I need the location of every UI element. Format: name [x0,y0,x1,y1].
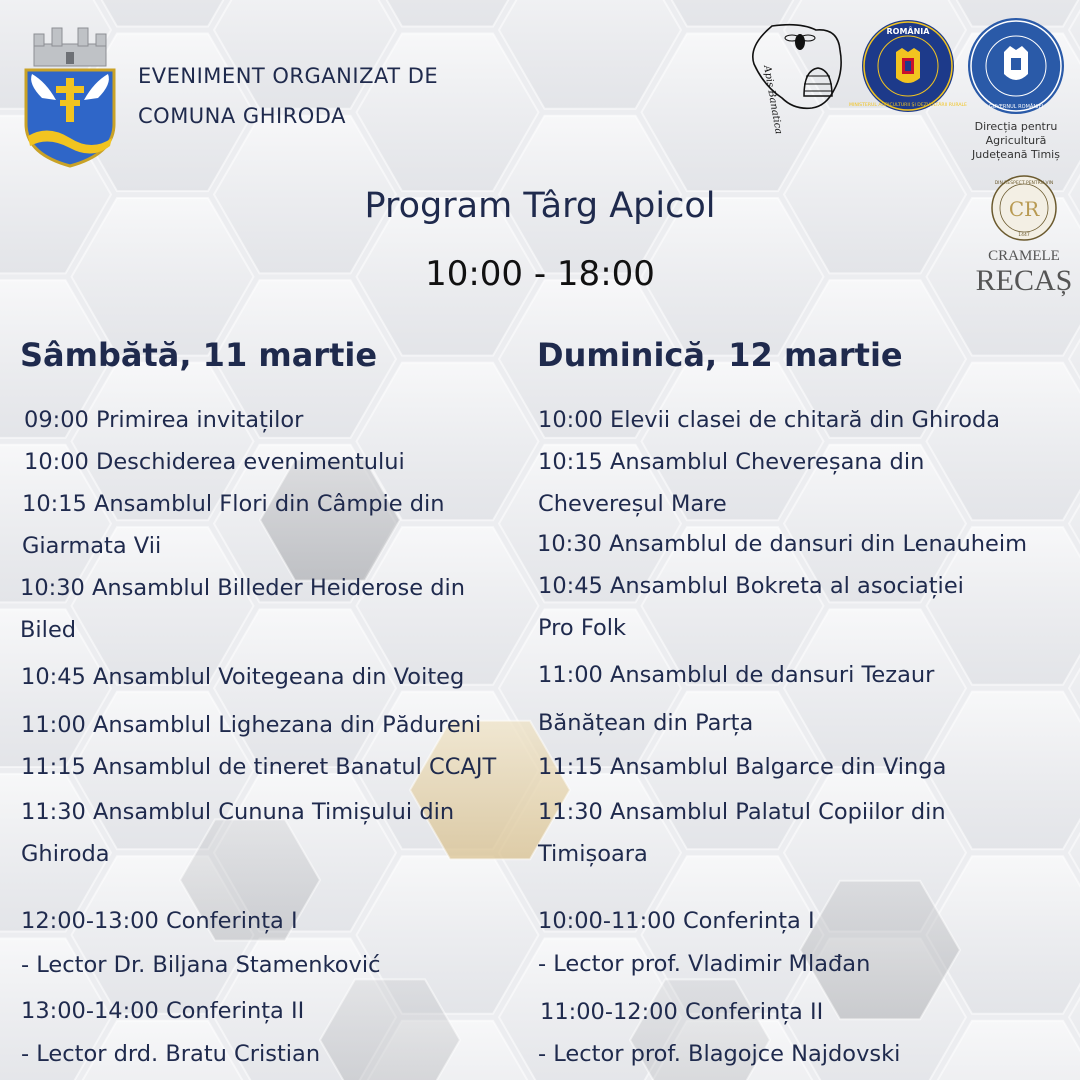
cramele-line-2: RECAȘ [975,264,1073,297]
ministry-agriculture-logo-icon [849,18,967,114]
saturday-heading: Sâmbătă, 11 martie [20,336,378,374]
apis-banatica-logo-icon [742,20,850,136]
sunday-item: 10:00 Elevii clasei de chitară din Ghiroda [538,407,1001,433]
hexagon-shape [357,34,539,192]
saturday-item: Giarmata Vii [22,533,162,559]
sunday-item: 11:00 Ansamblul de dansuri Tezaur [538,662,935,688]
program-hours: 10:00 - 18:00 [425,254,655,294]
cramele-line-1: CRAMELE [988,248,1060,264]
dajt-caption-line-1: Direcția pentru [974,120,1058,133]
sunday-conference: 11:00-12:00 Conferința II [540,999,824,1025]
saturday-item: 10:00 Deschiderea evenimentului [24,449,405,475]
saturday-item: 10:15 Ansamblul Flori din Câmpie din [22,491,445,517]
hexagon-shape [357,527,539,685]
sunday-conference: - Lector prof. Blagojce Najdovski [538,1041,901,1067]
organizer-line-1: EVENIMENT ORGANIZAT DE [138,64,439,88]
saturday-conference: 12:00-13:00 Conferința I [21,908,298,934]
organizer-line-2: COMUNA GHIRODA [138,104,346,128]
saturday-item: 10:30 Ansamblul Billeder Heiderose din [20,575,466,601]
sunday-item: Pro Folk [538,615,627,641]
cramele-monogram: CR [1008,197,1040,221]
sunday-item: Bănățean din Parța [538,710,754,736]
ministry-romania-text: ROMÂNIA [886,27,930,36]
saturday-item: Ghiroda [21,841,110,867]
saturday-item: 11:15 Ansamblul de tineret Banatul CCAJT [21,754,497,780]
guvern-name-text: GUVERNUL ROMÂNIEI [988,104,1044,110]
sunday-conference: - Lector prof. Vladimir Mlađan [538,951,871,977]
hexagon-shape [784,609,966,767]
sunday-conference: 10:00-11:00 Conferința I [538,908,815,934]
ghiroda-coat-of-arms-icon [22,26,118,168]
sunday-item: Chevereșul Mare [538,491,727,517]
saturday-item: 11:30 Ansamblul Cununa Timișului din [21,799,455,825]
dajt-caption-line-2: Agricultură [985,134,1047,147]
dajt-caption-line-3: Județeană Timiș [972,148,1060,161]
sunday-item: 11:15 Ansamblul Balgarce din Vinga [538,754,947,780]
cramele-seal-year: 1447 [1018,233,1030,238]
cramele-seal-text: DIN RESPECT PENTRU VIN [994,181,1054,186]
saturday-item: 09:00 Primirea invitaților [24,407,304,433]
sunday-item: 10:45 Ansamblul Bokreta al asociației [538,573,964,599]
apis-logo-text: Apis Banatica [761,64,784,136]
sunday-item: Timișoara [538,841,648,867]
saturday-item: 10:45 Ansamblul Voitegeana din Voiteg [21,664,465,690]
saturday-conference: - Lector Dr. Biljana Stamenković [21,952,381,978]
saturday-item: Biled [20,617,77,643]
saturday-item: 11:00 Ansamblul Lighezana din Pădureni [21,712,482,738]
sunday-item: 11:30 Ansamblul Palatul Copiilor din [538,799,946,825]
saturday-conference: - Lector drd. Bratu Cristian [21,1041,321,1067]
guvernul-romaniei-logo-icon [966,16,1066,116]
sunday-heading: Duminică, 12 martie [537,336,903,374]
sunday-item: 10:15 Ansamblul Chevereșana din [538,449,925,475]
saturday-conference: 13:00-14:00 Conferința II [21,998,305,1024]
ministry-name-text: MINISTERUL AGRICULTURII ŞI DEZVOLTĂRII RURALE [849,103,967,108]
sunday-item: 10:30 Ansamblul de dansuri din Lenauheim [537,531,1028,557]
dajt-caption [956,120,1076,162]
program-title: Program Târg Apicol [364,186,716,226]
